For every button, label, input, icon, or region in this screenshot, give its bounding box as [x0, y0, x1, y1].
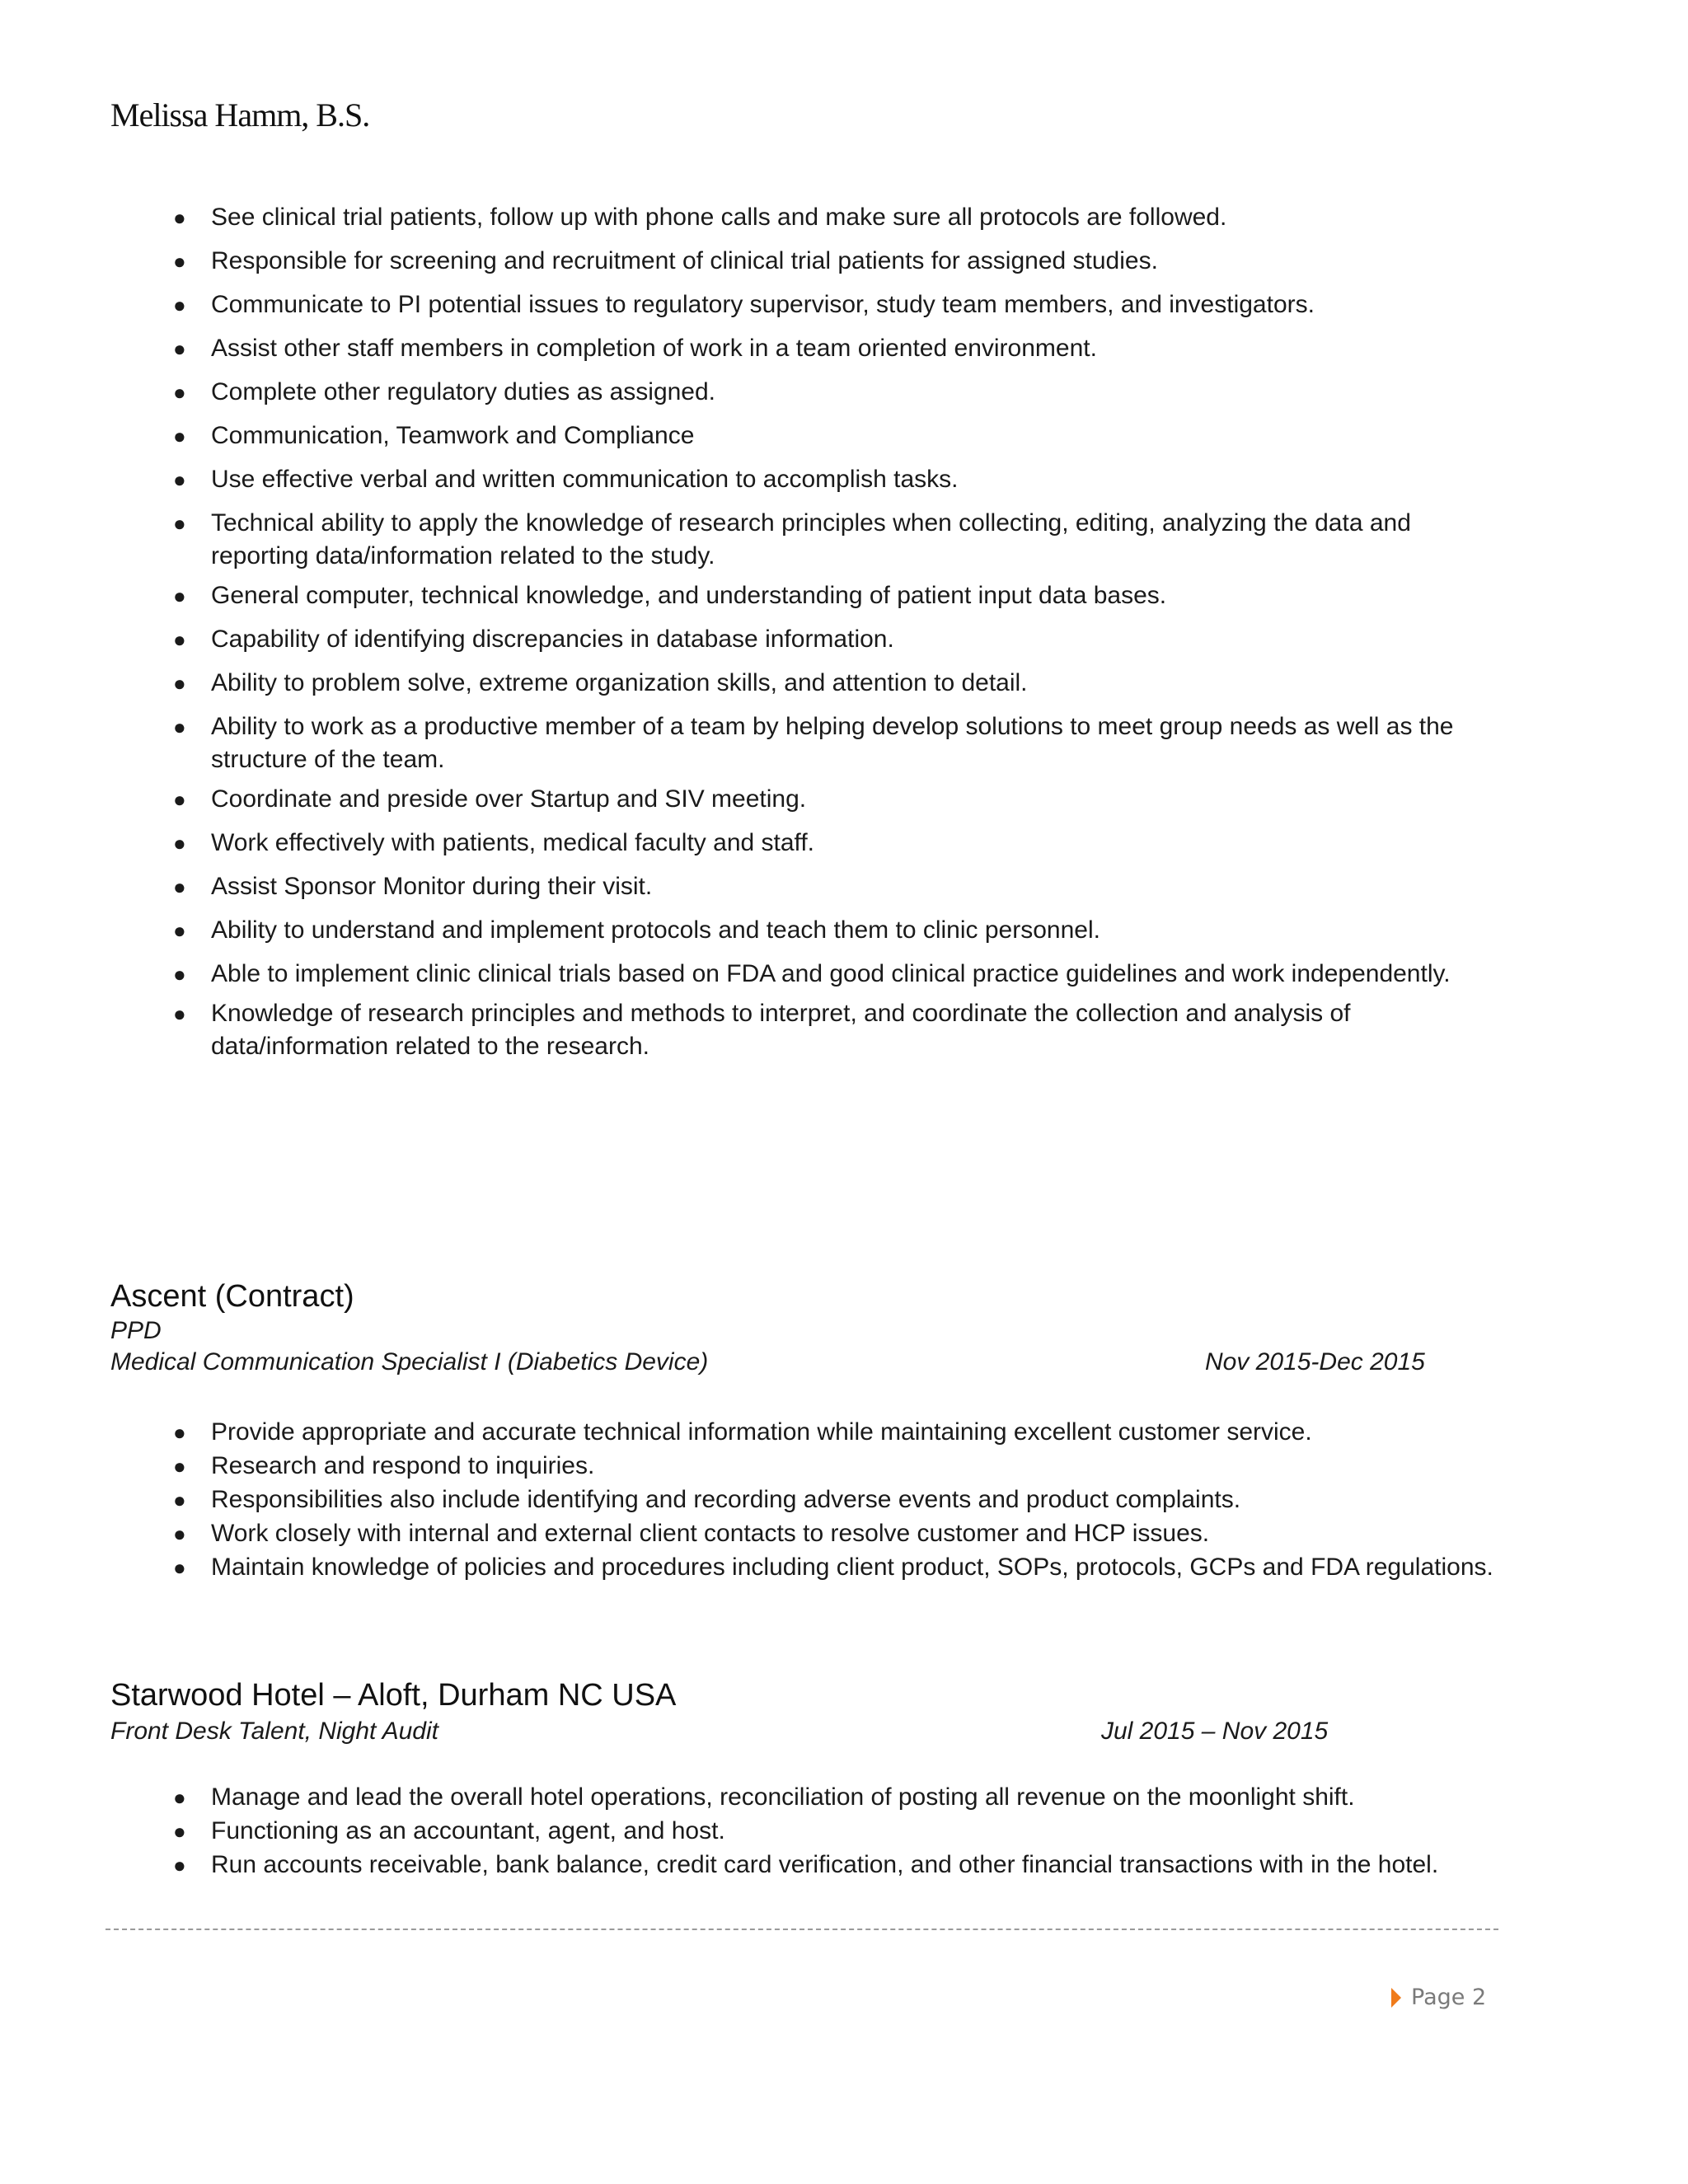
ascent-duties-list [165, 1416, 1500, 1585]
page-number: Page 2 [1411, 1985, 1487, 2010]
list-item: ● Responsibilities also include identifying and recording adverse events and product complaints. [165, 1483, 1500, 1516]
list-item: ● Capability of identifying discrepancies in database information. [165, 623, 1500, 656]
list-item: ● Communication, Teamwork and Compliance [165, 419, 1500, 452]
bullet-icon: ● [173, 671, 186, 696]
bullet-icon: ● [173, 1819, 186, 1844]
list-item: ● Ability to problem solve, extreme organization skills, and attention to detail. [165, 667, 1500, 700]
list-item: ● Research and respond to inquiries. [165, 1450, 1500, 1483]
bullet-icon: ● [173, 1853, 186, 1877]
list-item: ● Maintain knowledge of policies and procedures including client product, SOPs, protocols, GCPs and FDA regulations. [165, 1551, 1500, 1584]
list-item: ● Functioning as an accountant, agent, and host. [165, 1815, 1500, 1848]
list-item: ● Ability to work as a productive member of a team by helping develop solutions to meet group needs as well as the structure of the team. [165, 710, 1500, 776]
list-item: ● Assist other staff members in completion of work in a team oriented environment. [165, 332, 1500, 365]
list-item: ● See clinical trial patients, follow up with phone calls and make sure all protocols are followed. [165, 201, 1500, 234]
list-item: ● Coordinate and preside over Startup and SIV meeting. [165, 783, 1500, 816]
bullet-icon: ● [173, 787, 186, 812]
page-footer [1391, 1985, 1486, 2010]
bullet-icon: ● [173, 380, 186, 405]
list-item: ● Complete other regulatory duties as assigned. [165, 376, 1500, 409]
bullet-icon: ● [173, 1420, 186, 1445]
bullet-icon: ● [173, 1555, 186, 1580]
bullet-icon: ● [173, 1488, 186, 1512]
bullet-icon: ● [173, 918, 186, 943]
bullet-icon: ● [173, 424, 186, 448]
bullet-icon: ● [173, 511, 186, 536]
job-role: Front Desk Talent, Night Audit [110, 1718, 438, 1745]
job-role: Medical Communication Specialist I (Diabetics Device) [110, 1348, 709, 1376]
section-title-ascent: Ascent (Contract) [110, 1279, 354, 1314]
bullet-icon: ● [173, 205, 186, 230]
bullet-icon: ● [173, 1001, 186, 1026]
bullet-icon: ● [173, 874, 186, 899]
bullet-icon: ● [173, 1785, 186, 1810]
list-item: ● Work effectively with patients, medical faculty and staff. [165, 827, 1500, 860]
job-dates: Nov 2015-Dec 2015 [1205, 1348, 1425, 1376]
job-dates: Jul 2015 – Nov 2015 [1101, 1718, 1329, 1745]
list-item: ● Communicate to PI potential issues to regulatory supervisor, study team members, and investigators. [165, 288, 1500, 321]
list-item: ● Ability to understand and implement protocols and teach them to clinic personnel. [165, 914, 1500, 947]
bullet-icon: ● [173, 1454, 186, 1479]
list-item: ● Knowledge of research principles and methods to interpret, and coordinate the collection and analysis of data/information related to the research. [165, 997, 1500, 1063]
bullet-icon: ● [173, 962, 186, 987]
list-item: ● Manage and lead the overall hotel operations, reconciliation of posting all revenue on the moonlight shift. [165, 1781, 1500, 1814]
responsibilities-list [165, 201, 1500, 1070]
list-item: ● General computer, technical knowledge, and understanding of patient input data bases. [165, 579, 1500, 612]
bullet-icon: ● [173, 831, 186, 855]
bullet-icon: ● [173, 1521, 186, 1546]
list-item: ● Able to implement clinic clinical trials based on FDA and good clinical practice guidelines and work independently. [165, 958, 1500, 991]
bullet-icon: ● [173, 627, 186, 652]
list-item: ● Technical ability to apply the knowledge of research principles when collecting, editing, analyzing the data and reporting data/information related to the study. [165, 507, 1500, 573]
section-title-starwood: Starwood Hotel – Aloft, Durham NC USA [110, 1678, 677, 1713]
employer-org: PPD [110, 1317, 162, 1344]
list-item: ● Use effective verbal and written communication to accomplish tasks. [165, 463, 1500, 496]
bullet-icon: ● [173, 715, 186, 739]
bullet-icon: ● [173, 583, 186, 608]
header-name: Melissa Hamm, B.S. [110, 96, 370, 134]
triangle-right-icon [1391, 1988, 1401, 2008]
list-item: ● Provide appropriate and accurate technical information while maintaining excellent customer service. [165, 1416, 1500, 1449]
bullet-icon: ● [173, 249, 186, 274]
bullet-icon: ● [173, 467, 186, 492]
starwood-duties-list [165, 1781, 1500, 1882]
list-item: ● Assist Sponsor Monitor during their visit. [165, 870, 1500, 903]
list-item: ● Responsible for screening and recruitment of clinical trial patients for assigned studies. [165, 245, 1500, 278]
list-item: ● Run accounts receivable, bank balance, credit card verification, and other financial transactions with in the hotel. [165, 1849, 1500, 1882]
list-item: ● Work closely with internal and external client contacts to resolve customer and HCP issues. [165, 1517, 1500, 1550]
bullet-icon: ● [173, 293, 186, 317]
bullet-icon: ● [173, 336, 186, 361]
footer-divider [106, 1929, 1498, 1930]
